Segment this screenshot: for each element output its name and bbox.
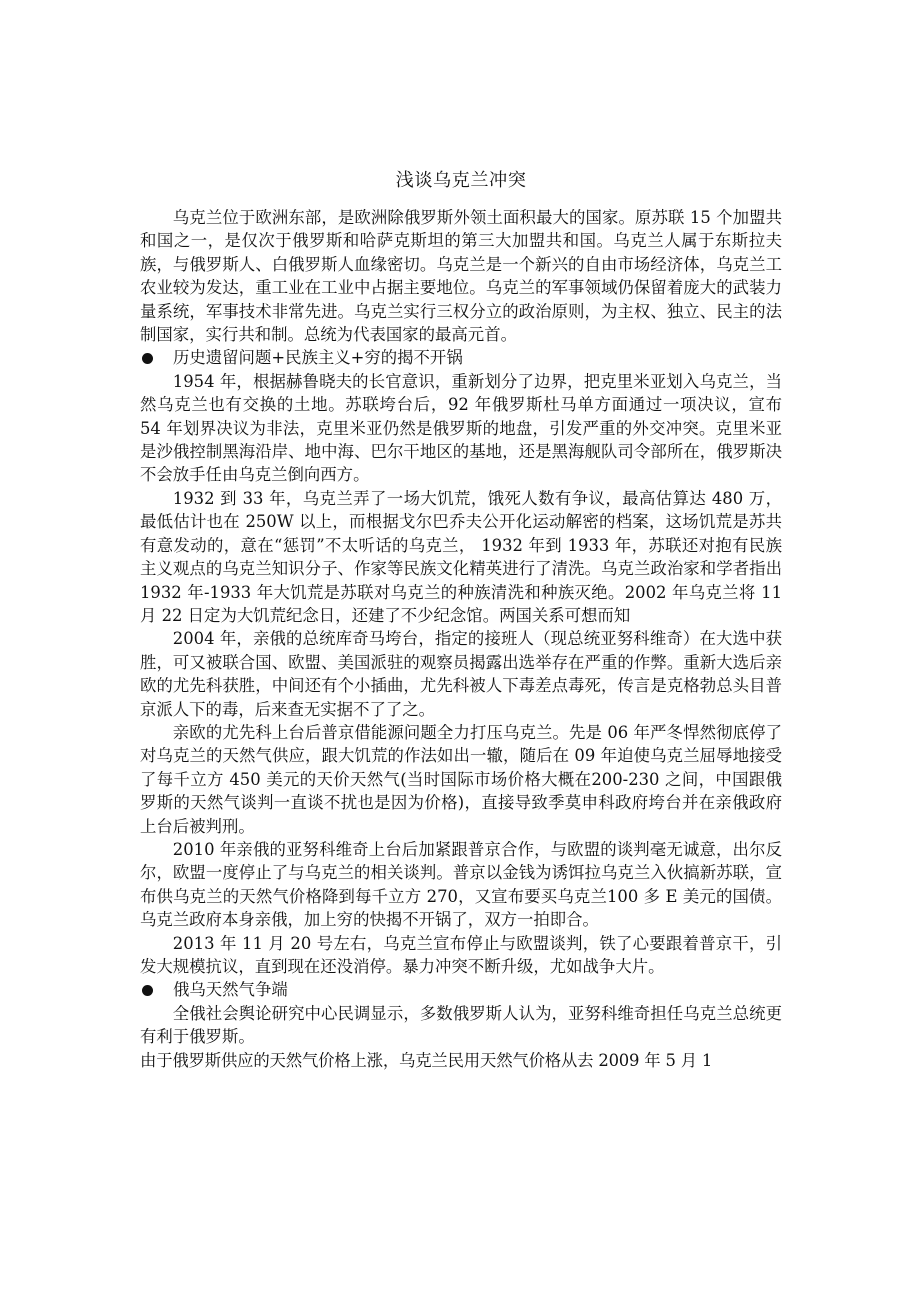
- paragraph-2004: 2004 年，亲俄的总统库奇马垮台，指定的接班人（现总统亚努科维奇）在大选中获胜，可又被联合国、欧盟、美国派驻的观察员揭露出选举存在严重的作弊。重新大选后亲欧的尤先科获胜，中间还有个小插曲，尤先科被人下毒差点毒死，传言是克格勃总头目普京派人下的毒，后来查无实据不了了之。: [140, 629, 782, 719]
- bullet-item-gas-dispute: [140, 978, 782, 1001]
- bullet-label-gas-dispute: 俄乌天然气争端: [173, 980, 288, 1000]
- paragraph-poll: 全俄社会舆论研究中心民调显示，多数俄罗斯人认为，亚努科维奇担任乌克兰总统更有利于俄罗斯。: [140, 1003, 782, 1047]
- paragraph-2013: 2013 年 11 月 20 号左右，乌克兰宣布停止与欧盟谈判，铁了心要跟着普京干，引发大规模抗议，直到现在还没消停。暴力冲突不断升级，尤如战争大片。: [140, 933, 782, 976]
- paragraph-gas-price: 由于俄罗斯供应的天然气价格上涨，乌克兰民用天然气价格从去 2009 年 5 月 1: [140, 1050, 713, 1070]
- paragraph-yushchenko: 亲欧的尤先科上台后普京借能源问题全力打压乌克兰。先是 06 年严冬悍然彻底停了对乌克兰的天然气供应，跟大饥荒的作法如出一辙，随后在 09 年迫使乌克兰屈辱地接受了每千立方 450 美元的天价天然气(当时国际市场价格大概在200-230 之间，中国跟俄罗斯的天然气谈判一直谈不扰也是因为价格)，直接导致季莫申科政府垮台并在亲俄政府上台后被判刑。: [140, 722, 782, 836]
- bullet-label-history: 历史遗留问题+民族主义+穷的揭不开锅: [173, 348, 463, 368]
- page-title: 浅谈乌克兰冲突: [395, 170, 527, 191]
- document-body: [140, 168, 782, 1072]
- paragraph-intro: 乌克兰位于欧洲东部，是欧洲除俄罗斯外领土面积最大的国家。原苏联 15 个加盟共和国之一，是仅次于俄罗斯和哈萨克斯坦的第三大加盟共和国。乌克兰人属于东斯拉夫族，与俄罗斯人、白俄罗斯人血缘密切。乌克兰是一个新兴的自由市场经济体，乌克兰工农业较为发达，重工业在工业中占据主要地位。乌克兰的军事领域仍保留着庞大的武装力量系统，军事技术非常先进。乌克兰实行三权分立的政治原则，为主权、独立、民主的法制国家，实行共和制。总统为代表国家的最高元首。: [140, 208, 782, 345]
- paragraph-1932: 1932 到 33 年，乌克兰弄了一场大饥荒，饿死人数有争议，最高估算达 480 万，最低估计也在 250W 以上，而根据戈尔巴乔夫公开化运动解密的档案，这场饥荒是苏共有意发动的，意在“惩罚”不太听话的乌克兰， 1932 年到 1933 年，苏联还对抱有民族主义观点的乌克兰知识分子、作家等民族文化精英进行了清洗。乌克兰政治家和学者指出1932 年-1933 年大饥荒是苏联对乌克兰的种族清洗和种族灭绝。2002 年乌克兰将 11 月 22 日定为大饥荒纪念日，还建了不少纪念馆。两国关系可想而知: [140, 488, 782, 625]
- bullet-item-history: [140, 346, 782, 369]
- paragraph-1954: 1954 年，根据赫鲁晓夫的长官意识，重新划分了边界，把克里米亚划入乌克兰，当然乌克兰也有交换的土地。苏联垮台后，92 年俄罗斯杜马单方面通过一项决议，宣布 54 年划界决议为非法，克里米亚仍然是俄罗斯的地盘，引发严重的外交冲突。克里米亚是沙俄控制黑海沿岸、地中海、巴尔干地区的基地，还是黑海舰队司令部所在，俄罗斯决不会放手任由乌克兰倒向西方。: [140, 371, 782, 485]
- paragraph-2010: 2010 年亲俄的亚努科维奇上台后加紧跟普京合作，与欧盟的谈判毫无诚意，出尔反尔，欧盟一度停止了与乌克兰的相关谈判。普京以金钱为诱饵拉乌克兰入伙搞新苏联，宣布供乌克兰的天然气价格降到每千立方 270，又宣布要买乌克兰100 多 E 美元的国债。乌克兰政府本身亲俄，加上穷的快揭不开锅了，双方一拍即合。: [140, 839, 782, 930]
- bullet-dot-icon: [142, 985, 153, 996]
- bullet-dot-icon: [142, 353, 153, 364]
